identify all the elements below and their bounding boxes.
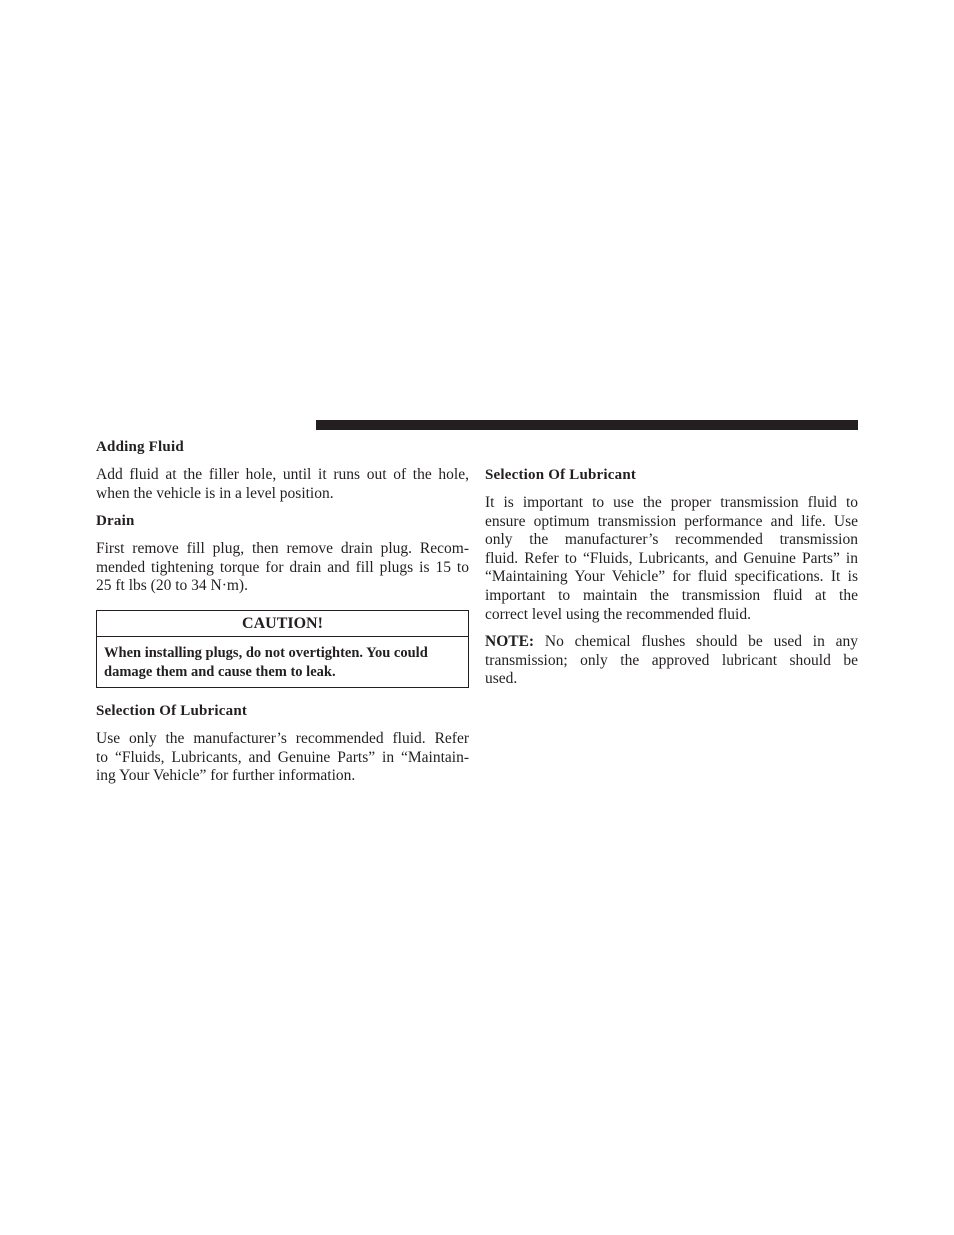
adding-fluid-paragraph — [96, 466, 469, 503]
text-line: to “Fluids, Lubricants, and Genuine Parts” in “Maintain- — [96, 748, 469, 766]
text-line: used. — [485, 670, 518, 688]
note-paragraph — [485, 633, 858, 689]
note-label: NOTE: — [485, 633, 535, 651]
text-line: important to maintain the transmission fluid at the — [485, 586, 858, 604]
left-column — [96, 438, 469, 795]
text-line: First remove fill plug, then remove drain plug. Recom- — [96, 540, 469, 558]
lubricant-paragraph-left — [96, 730, 469, 786]
lubricant-heading-right: Selection Of Lubricant — [485, 467, 637, 483]
text-line: only the manufacturer’s recommended transmission — [485, 531, 858, 549]
drain-paragraph — [96, 540, 469, 596]
text-line: ensure optimum transmission performance and life. Use — [485, 512, 858, 530]
caution-text — [97, 637, 468, 687]
text-line: ing Your Vehicle” for further information. — [96, 767, 356, 785]
drain-heading: Drain — [96, 513, 135, 530]
section-header-bar — [316, 420, 858, 430]
text-line: fluid. Refer to “Fluids, Lubricants, and Genuine Parts” in — [485, 549, 858, 567]
text-line: transmission; only the approved lubricant should be — [485, 651, 858, 669]
lubricant-heading-left: Selection Of Lubricant — [96, 702, 248, 719]
lubricant-paragraph-right — [485, 494, 858, 624]
adding-fluid-heading: Adding Fluid — [96, 439, 184, 455]
text-line: Use only the manufacturer’s recommended fluid. Refer — [96, 729, 469, 747]
caution-box — [96, 610, 469, 688]
note-first-line: No chemical flushes should be used in any — [534, 633, 858, 651]
text-line: “Maintaining Your Vehicle” for fluid specifications. It is — [485, 568, 858, 586]
text-line: Add fluid at the filler hole, until it runs out of the hole, — [96, 466, 469, 483]
text-line: correct level using the recommended fluid. — [485, 605, 751, 623]
text-line: when the vehicle is in a level position. — [96, 484, 334, 502]
text-line: 25 ft lbs (20 to 34 N·m). — [96, 577, 248, 595]
text-line: mended tightening torque for drain and fill plugs is 15 to — [96, 558, 469, 576]
text-line: damage them and cause them to leak. — [104, 663, 336, 680]
text-line: It is important to use the proper transmission fluid to — [485, 494, 858, 511]
text-line: When installing plugs, do not overtighten. You could — [104, 644, 428, 661]
caution-title: CAUTION! — [97, 611, 468, 637]
text-line — [485, 633, 858, 652]
right-column — [485, 466, 858, 698]
